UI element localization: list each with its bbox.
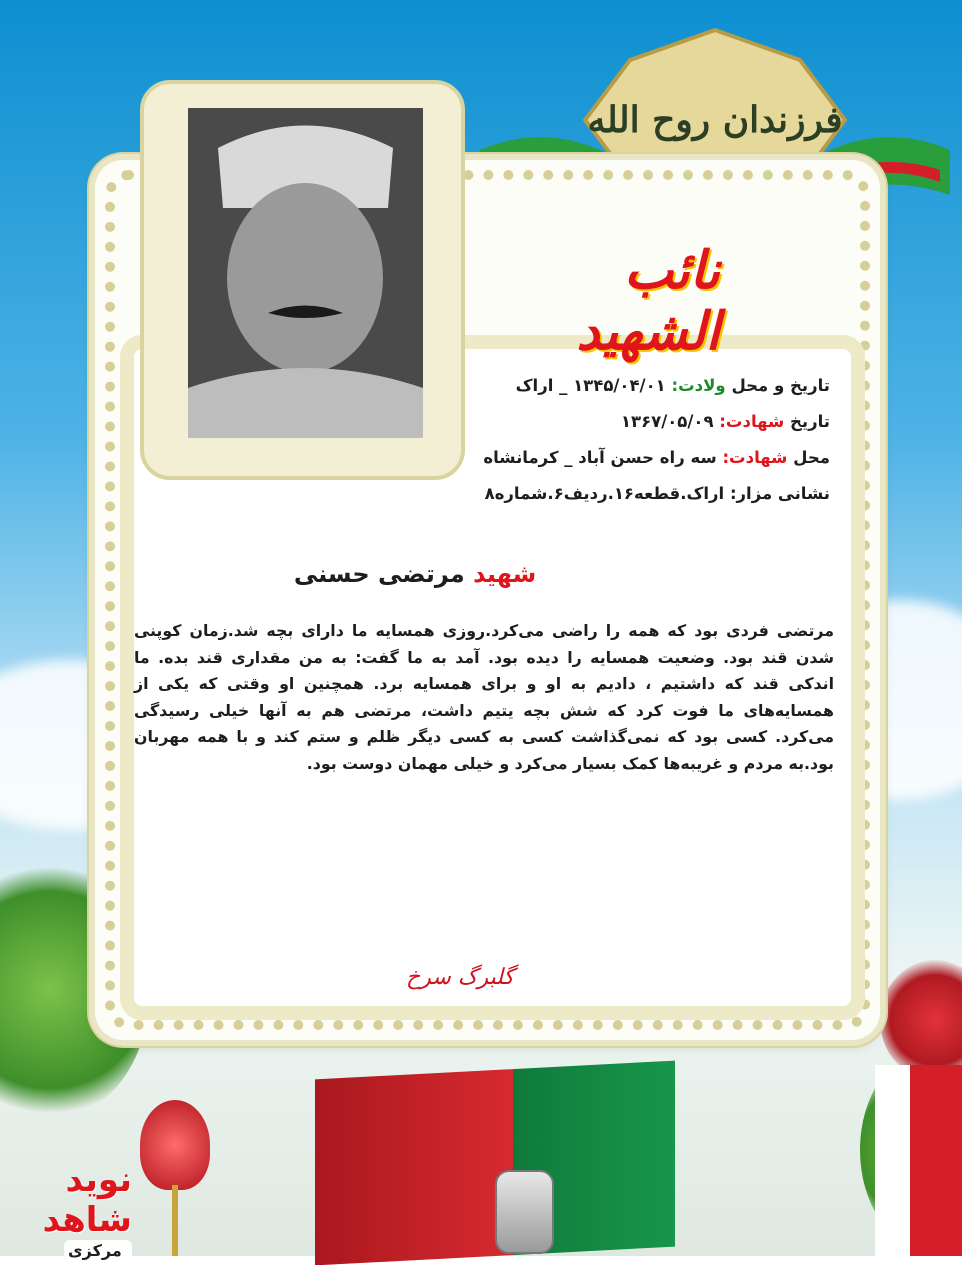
birth-value: ۱۳۴۵/۰۴/۰۱ _ اراک (515, 376, 666, 395)
martyr-photo (188, 108, 423, 438)
name-full: مرتضی حسنی (293, 560, 465, 588)
logo-sub: مرکزی (64, 1240, 132, 1261)
logo-main: نوید شاهد (42, 1160, 132, 1240)
portrait-silhouette (188, 108, 423, 438)
birth-label: تاریخ و محل (731, 376, 830, 395)
martyr-date-line (390, 404, 830, 440)
martyr-place-highlight: شهادت: (722, 448, 788, 467)
info-block (390, 368, 830, 512)
birth-highlight: ولادت: (671, 376, 726, 395)
martyr-place-line (390, 440, 830, 476)
grave-line (390, 476, 830, 512)
monument-stem (172, 1185, 178, 1256)
tulip-monument-icon (140, 1100, 210, 1190)
flag-right (875, 1065, 962, 1256)
grave-label: نشانی مزار: (729, 484, 830, 503)
name-prefix: شهید (473, 560, 537, 588)
title-mark: نائب الشهید (576, 240, 720, 362)
biography-text: مرتضی فردی بود که همه را راضی می‌کرد.روزی همسایه ما دارای بچه شد.زمان کوپنی شدن قند بود. وضعیت همسایه را دیده بود. آمد به ما گفت: به من مقداری قند بده. ما اندکی قند که داشتیم ، دادیم به او و برای همسایه برد. همچنین او وقتی که یکی از همسایه‌های ما فوت کرد که شش بچه یتیم داشت، مرتضی هم به آنها خیلی رسیدگی می‌کرد. کسی بود که نمی‌گذاشت کسی به کسی دیگر ظلم و ستم کند و با همه مهربان بود.به مردم و غریبه‌ها کمک بسیار می‌کرد و خیلی مهمان دوست بود. (134, 621, 834, 773)
emblem-text: فرزندان روح الله (587, 99, 843, 141)
grave-value: اراک.قطعه۱۶.ردیف۶.شماره۸ (484, 484, 725, 503)
martyr-date-value: ۱۳۶۷/۰۵/۰۹ (620, 412, 714, 431)
martyr-date-label: تاریخ (790, 412, 830, 431)
dogtag-icon (495, 1170, 554, 1254)
martyr-place-value: سه راه حسن آباد _ کرمانشاه (483, 448, 717, 467)
martyr-name (200, 560, 630, 588)
site-logo[interactable] (12, 1160, 132, 1260)
martyr-place-label: محل (793, 448, 830, 467)
signature: گلبرگ سرخ (406, 965, 514, 990)
birth-line (390, 368, 830, 404)
martyr-date-highlight: شهادت: (719, 412, 785, 431)
